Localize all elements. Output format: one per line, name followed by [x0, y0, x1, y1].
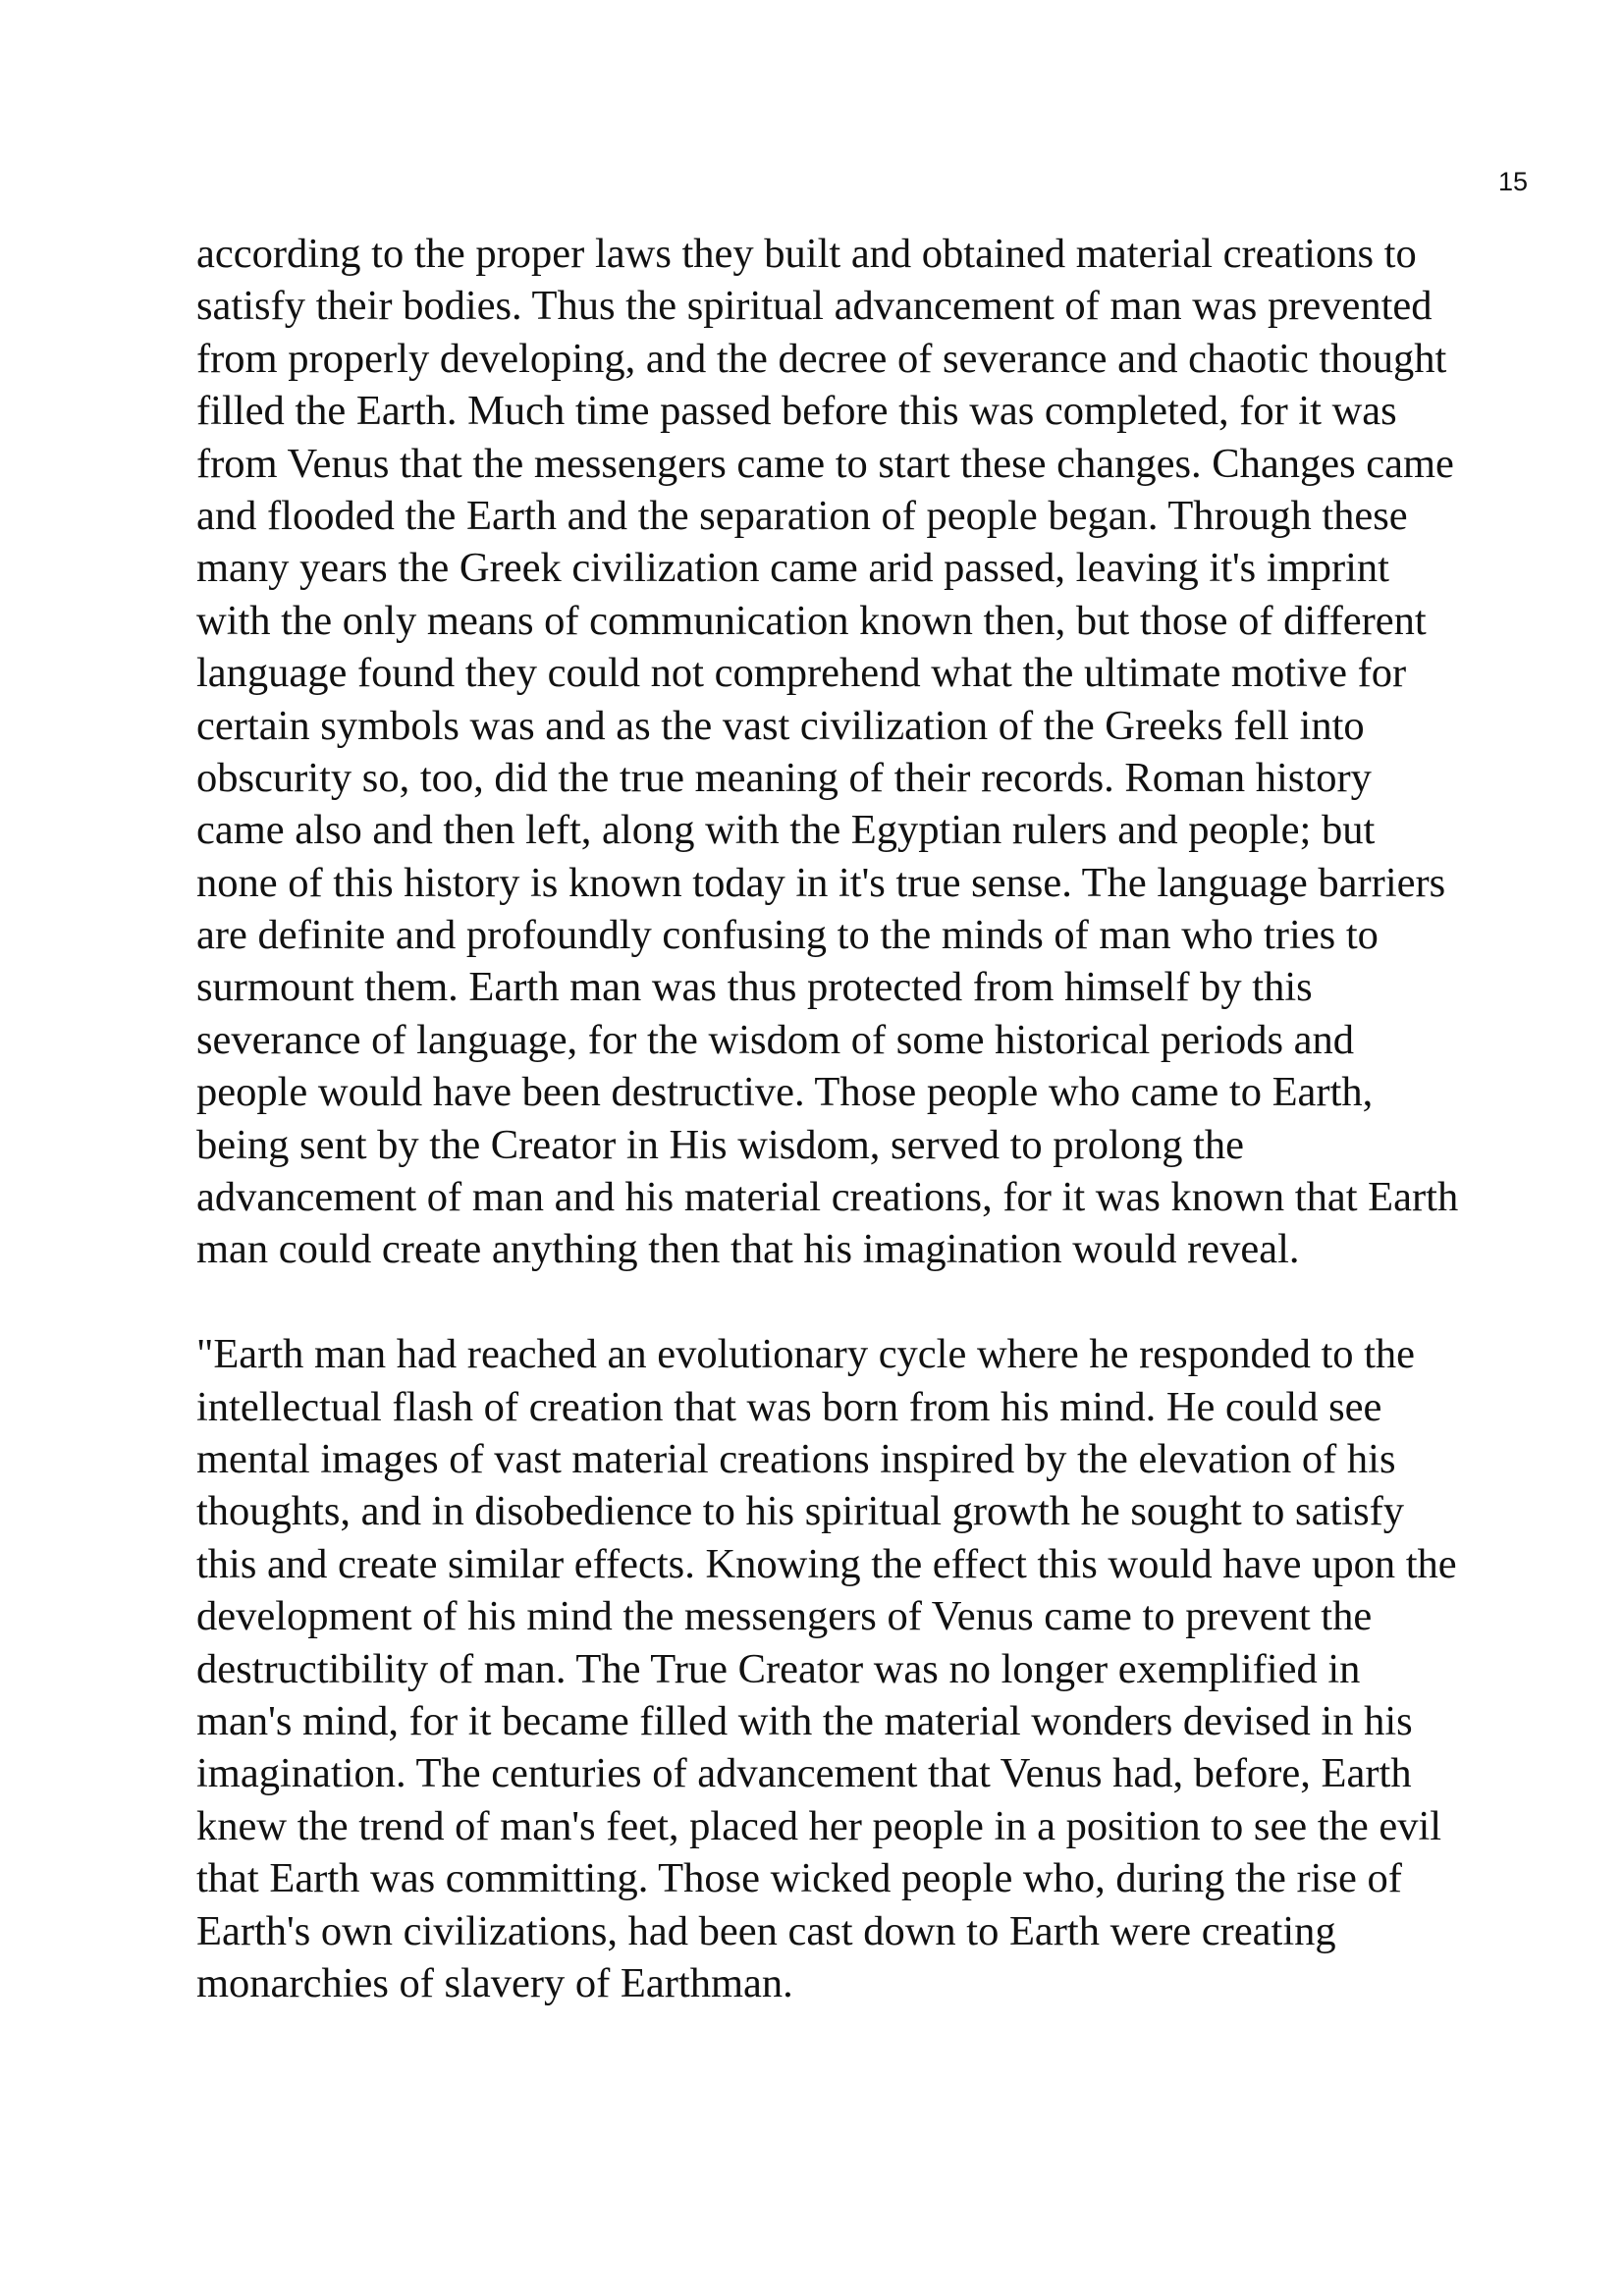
text-line: certain symbols was and as the vast civilization of the Greeks fell into [196, 702, 1365, 749]
text-line: surmount them. Earth man was thus protected from himself by this [196, 964, 1313, 1011]
paragraph-2 [196, 1328, 1532, 2009]
text-line: many years the Greek civilization came arid passed, leaving it's imprint [196, 545, 1389, 592]
text-line: filled the Earth. Much time passed before this was completed, for it was [196, 388, 1397, 435]
text-line: destructibility of man. The True Creator was no longer exemplified in [196, 1645, 1361, 1692]
text-line: mental images of vast material creations inspired by the elevation of his [196, 1435, 1396, 1482]
text-line: from properly developing, and the decree of severance and chaotic thought [196, 335, 1447, 382]
text-line: "Earth man had reached an evolutionary cycle where he responded to the [196, 1331, 1416, 1378]
text-line: advancement of man and his material creations, for it was known that Earth [196, 1174, 1459, 1221]
text-line: satisfy their bodies. Thus the spiritual advancement of man was prevented [196, 283, 1433, 330]
paragraph-gap [196, 1276, 1532, 1328]
text-line: according to the proper laws they built and obtained material creations to [196, 231, 1417, 277]
text-line: Earth's own civilizations, had been cast down to Earth were creating [196, 1907, 1336, 1954]
text-line: man could create anything then that his imagination would reveal. [196, 1226, 1300, 1273]
text-line: none of this history is known today in it's true sense. The language barriers [196, 859, 1446, 906]
text-line: language found they could not comprehend what the ultimate motive for [196, 650, 1407, 697]
text-line: being sent by the Creator in His wisdom, served to prolong the [196, 1121, 1245, 1168]
text-line: development of his mind the messengers of Venus came to prevent the [196, 1593, 1373, 1640]
text-line: and flooded the Earth and the separation of people began. Through these [196, 492, 1408, 539]
text-line: this and create similar effects. Knowing the effect this would have upon the [196, 1540, 1457, 1587]
text-line: knew the trend of man's feet, placed her people in a position to see the evil [196, 1802, 1442, 1849]
text-line: that Earth was committing. Those wicked people who, during the rise of [196, 1855, 1402, 1902]
text-line: are definite and profoundly confusing to the minds of man who tries to [196, 912, 1379, 959]
text-line: obscurity so, too, did the true meaning of their records. Roman history [196, 754, 1372, 801]
text-line: came also and then left, along with the Egyptian rulers and people; but [196, 807, 1376, 854]
text-line: from Venus that the messengers came to start these changes. Changes came [196, 440, 1454, 487]
page-number: 15 [1497, 167, 1528, 196]
text-line: man's mind, for it became filled with the material wonders devised in his [196, 1697, 1413, 1744]
text-line: people would have been destructive. Those people who came to Earth, [196, 1069, 1374, 1116]
paragraph-1 [196, 228, 1532, 1276]
text-line: thoughts, and in disobedience to his spiritual growth he sought to satisfy [196, 1488, 1405, 1535]
text-line: monarchies of slavery of Earthman. [196, 1959, 793, 2006]
text-line: with the only means of communication known then, but those of different [196, 597, 1427, 644]
body-text [196, 228, 1532, 2009]
text-line: severance of language, for the wisdom of some historical periods and [196, 1016, 1355, 1063]
text-line: imagination. The centuries of advancement that Venus had, before, Earth [196, 1750, 1412, 1797]
text-line: intellectual flash of creation that was born from his mind. He could see [196, 1383, 1382, 1430]
